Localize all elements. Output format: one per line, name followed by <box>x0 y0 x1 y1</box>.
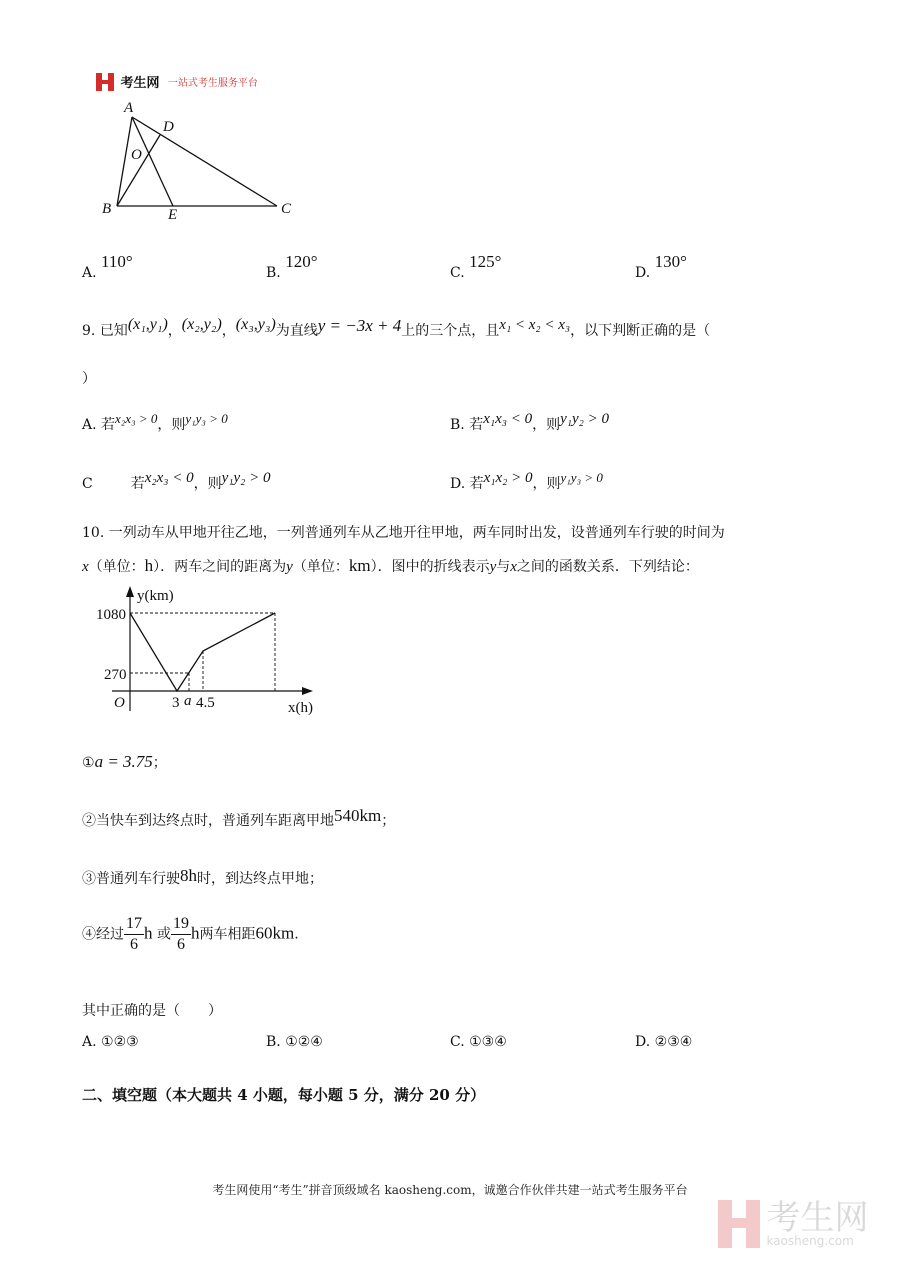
label-B: B <box>102 201 112 217</box>
x-tick-3: 3 <box>172 695 180 711</box>
q10-option-a[interactable]: A. ①②③ <box>82 1034 139 1050</box>
q8-option-c[interactable]: C. 125° <box>450 252 502 281</box>
q9-stem: 9. 已知(x₁,y₁)，(x₂,y₂)，(x₃,y₃)为直线y = −3x + 4上的三个点，且x₁ < x₂ < x₃，以下判断正确的是（ <box>82 316 711 339</box>
label-A: A <box>124 100 134 116</box>
page-footer: 考生网使用“考生”拼音顶级域名 kaosheng.com，诚邀合作伙伴共建一站式考生服务平台 <box>212 1183 688 1197</box>
watermark-brand: 考生网 <box>766 1198 869 1238</box>
x-axis-label: x(h) <box>288 700 313 716</box>
x-tick-a: a <box>184 693 192 709</box>
statement-1: ①a = 3.75； <box>82 752 167 771</box>
q9-option-d[interactable]: D. 若x₁x₂ > 0，则y₁y₃ > 0 <box>450 470 603 492</box>
label-O: O <box>131 147 142 163</box>
q9-option-a[interactable]: A. 若x₂x₃ > 0，则y₁y₃ > 0 <box>82 411 228 433</box>
x-arrow-icon <box>302 687 313 695</box>
q8-option-d[interactable]: D. 130° <box>635 252 687 281</box>
q8-option-b[interactable]: B. 120° <box>266 252 318 281</box>
label-E: E <box>168 207 178 223</box>
section-2-title: 二、填空题（本大题共 4 小题，每小题 5 分，满分 20 分） <box>82 1086 486 1104</box>
q10-option-b[interactable]: B. ①②④ <box>266 1034 323 1050</box>
q10-stem-line1: 10. 一列动车从甲地开往乙地，一列普通列车从乙地开往甲地，两车同时出发，设普通列车行驶的时间为 <box>82 525 725 541</box>
x-tick-4.5: 4.5 <box>196 695 215 711</box>
label-C: C <box>281 201 292 217</box>
logo-slogan: 一站式考生服务平台 <box>167 78 258 89</box>
y-arrow-icon <box>126 586 134 597</box>
q9-close: ） <box>82 371 96 387</box>
watermark-logo-icon <box>718 1200 762 1248</box>
y-tick-1080: 1080 <box>96 607 126 623</box>
q10-option-c[interactable]: C. ①③④ <box>450 1034 507 1050</box>
label-D: D <box>163 119 174 135</box>
graph-polyline <box>130 613 275 691</box>
statement-4: ④经过 $\frac{17}{6}$ h 或 $\frac{19}{6}$ h两车相距60km. <box>82 915 299 953</box>
statement-2: ②当快车到达终点时，普通列车距离甲地540km； <box>82 806 396 829</box>
statement-3: ③普通列车行驶8h时，到达终点甲地； <box>82 866 323 887</box>
q10-ask: 其中正确的是（ ） <box>82 1003 222 1019</box>
q10-option-d[interactable]: D. ②③④ <box>635 1034 693 1050</box>
q9-option-b[interactable]: B. 若x₁x₃ < 0，则y₁y₂ > 0 <box>450 411 609 433</box>
q9-option-c[interactable]: C 若x₂x₃ < 0，则y₁y₂ > 0 <box>82 470 271 492</box>
q10-stem-line2: x（单位：h）．两车之间的距离为y（单位：km）．图中的折线表示y与x之间的函数关系．下列结论： <box>82 556 699 575</box>
logo-brand: 考生网 <box>120 76 160 91</box>
q8-option-a[interactable]: A. 110° <box>82 252 133 281</box>
watermark <box>718 1200 868 1248</box>
y-axis-label: y(km) <box>137 588 174 604</box>
y-tick-270: 270 <box>104 667 127 683</box>
watermark-domain: kaosheng.com <box>766 1234 854 1248</box>
origin-label: O <box>114 695 125 711</box>
distance-time-graph <box>0 0 340 720</box>
